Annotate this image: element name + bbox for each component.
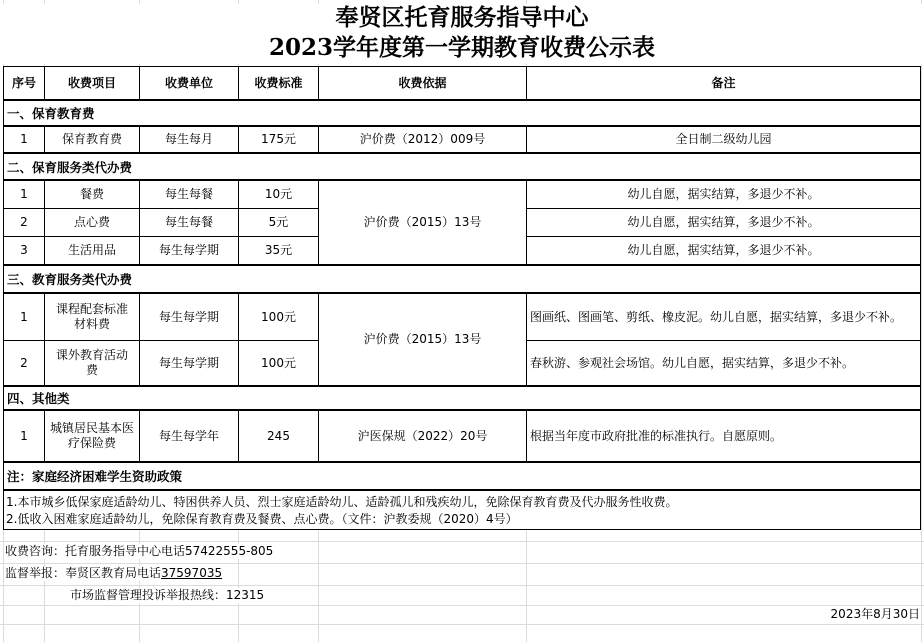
row-price: 35元 bbox=[238, 236, 319, 265]
header-no: 序号 bbox=[3, 66, 45, 100]
row-no: 1 bbox=[3, 126, 45, 153]
row-item: 课程配套标准材料费 bbox=[44, 293, 140, 341]
row-unit: 每生每餐 bbox=[139, 208, 239, 237]
row-item: 课外教育活动费 bbox=[44, 340, 140, 386]
gridline bbox=[0, 563, 924, 564]
row-note: 全日制二级幼儿园 bbox=[526, 126, 921, 153]
row-basis: 沪价费（2012）009号 bbox=[318, 126, 527, 153]
policy-line-1: 1.本市城乡低保家庭适龄幼儿、特困供养人员、烈士家庭适龄幼儿、适龄孤儿和残疾幼儿，免除保育教育费及代办服务性收费。 bbox=[6, 495, 678, 509]
row-item: 点心费 bbox=[44, 208, 140, 237]
header-item: 收费项目 bbox=[44, 66, 140, 100]
report-label: 监督举报：奉贤区教育局电话 bbox=[5, 566, 162, 580]
row-no: 2 bbox=[3, 340, 45, 386]
header-note: 备注 bbox=[526, 66, 921, 100]
row-price: 10元 bbox=[238, 180, 319, 209]
row-unit: 每生每学期 bbox=[139, 340, 239, 386]
section-title: 一、保育教育费 bbox=[3, 100, 921, 126]
gridline bbox=[0, 624, 924, 625]
header-unit: 收费单位 bbox=[139, 66, 239, 100]
row-note: 幼儿自愿，据实结算，多退少不补。 bbox=[526, 208, 921, 237]
row-price: 100元 bbox=[238, 340, 319, 386]
row-item: 餐费 bbox=[44, 180, 140, 209]
row-price: 100元 bbox=[238, 293, 319, 341]
row-note: 根据当年度市政府批准的标准执行。自愿原则。 bbox=[526, 410, 921, 462]
row-unit: 每生每学期 bbox=[139, 236, 239, 265]
row-price: 5元 bbox=[238, 208, 319, 237]
section-title: 三、教育服务类代办费 bbox=[3, 265, 921, 293]
report-line bbox=[5, 566, 224, 581]
section-title: 二、保育服务类代办费 bbox=[3, 153, 921, 180]
gridline bbox=[0, 605, 924, 606]
date: 2023年8月30日 bbox=[830, 607, 920, 621]
row-item: 保育教育费 bbox=[44, 126, 140, 153]
row-unit: 每生每学年 bbox=[139, 410, 239, 462]
row-item: 生活用品 bbox=[44, 236, 140, 265]
row-no: 1 bbox=[3, 410, 45, 462]
policy-line-2: 2.低收入困难家庭适龄幼儿，免除保育教育费及餐费、点心费。（文件：沪教委规（2020）4号） bbox=[6, 512, 518, 526]
row-unit: 每生每餐 bbox=[139, 180, 239, 209]
row-no: 3 bbox=[3, 236, 45, 265]
row-unit: 每生每月 bbox=[139, 126, 239, 153]
gridline bbox=[0, 585, 924, 586]
row-price: 175元 bbox=[238, 126, 319, 153]
merged-basis: 沪价费（2015）13号 bbox=[318, 180, 527, 265]
row-basis: 沪医保规（2022）20号 bbox=[318, 410, 527, 462]
row-note: 图画纸、图画笔、剪纸、橡皮泥。幼儿自愿，据实结算，多退少不补。 bbox=[526, 293, 921, 341]
row-no: 1 bbox=[3, 293, 45, 341]
row-note: 幼儿自愿，据实结算，多退少不补。 bbox=[526, 236, 921, 265]
header-basis: 收费依据 bbox=[318, 66, 527, 100]
row-item: 城镇居民基本医疗保险费 bbox=[44, 410, 140, 462]
policy-heading: 注：家庭经济困难学生资助政策 bbox=[3, 462, 921, 490]
merged-basis: 沪价费（2015）13号 bbox=[318, 293, 527, 386]
section-title: 四、其他类 bbox=[3, 386, 921, 410]
row-price: 245 bbox=[238, 410, 319, 462]
row-note: 幼儿自愿，据实结算，多退少不补。 bbox=[526, 180, 921, 209]
row-no: 1 bbox=[3, 180, 45, 209]
title-line-2: 2023学年度第一学期教育收费公示表 bbox=[0, 34, 924, 64]
row-unit: 每生每学期 bbox=[139, 293, 239, 341]
row-no: 2 bbox=[3, 208, 45, 237]
gridline bbox=[0, 541, 924, 542]
title-line-1: 奉贤区托育服务指导中心 bbox=[0, 4, 924, 34]
header-price: 收费标准 bbox=[238, 66, 319, 100]
report-phone[interactable]: 37597035 bbox=[161, 566, 223, 580]
consult-line: 收费咨询：托育服务指导中心电话57422555-805 bbox=[5, 544, 274, 558]
market-hotline: 市场监督管理投诉举报热线：12315 bbox=[70, 588, 265, 602]
policy-box bbox=[3, 490, 921, 530]
row-note: 春秋游、参观社会场馆。幼儿自愿，据实结算，多退少不补。 bbox=[526, 340, 921, 386]
gridline bbox=[921, 0, 922, 642]
